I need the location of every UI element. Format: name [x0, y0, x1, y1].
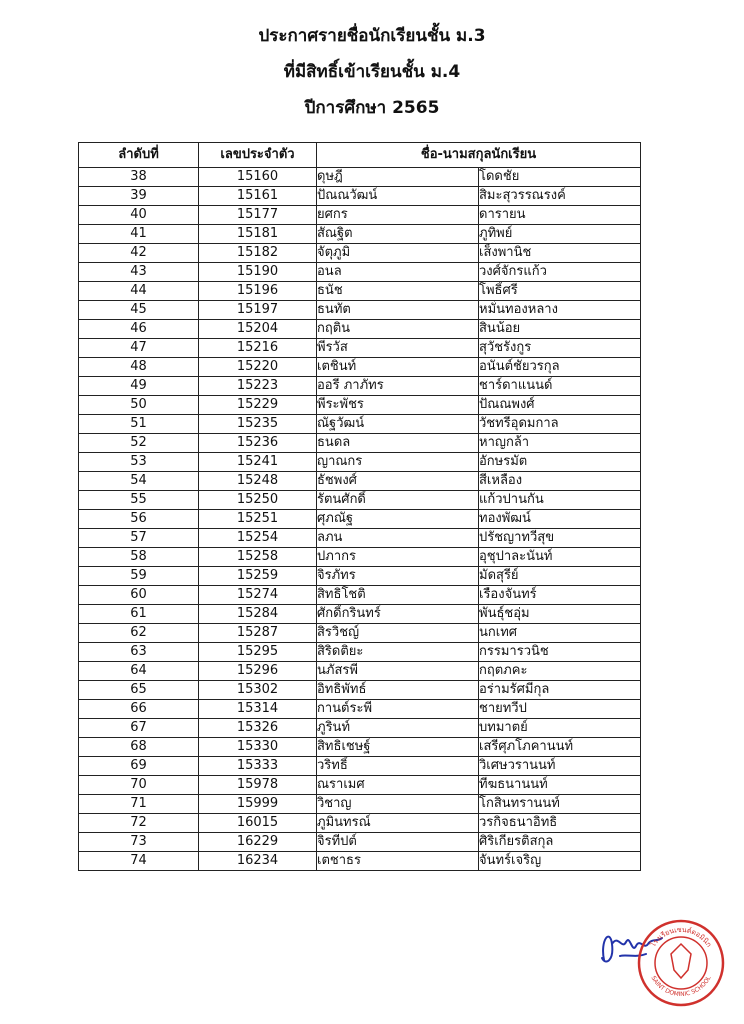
student-id-cell: 15160 [199, 168, 317, 187]
student-id-cell: 15999 [199, 795, 317, 814]
order-cell: 38 [79, 168, 199, 187]
table-row [79, 624, 641, 643]
last-name-cell: นกเทศ [479, 624, 641, 643]
student-id-cell: 15235 [199, 415, 317, 434]
last-name-cell: วัชทรีอุดมกาล [479, 415, 641, 434]
student-id-cell: 15296 [199, 662, 317, 681]
table-row [79, 529, 641, 548]
table-row [79, 814, 641, 833]
last-name-cell: ภูทิพย์ [479, 225, 641, 244]
order-cell: 45 [79, 301, 199, 320]
order-cell: 48 [79, 358, 199, 377]
academic-year: ปีการศึกษา 2565 [304, 98, 440, 118]
student-table [78, 142, 641, 871]
first-name-cell: เตชาธร [317, 852, 479, 871]
first-name-cell: ณราเมศ [317, 776, 479, 795]
order-cell: 72 [79, 814, 199, 833]
last-name-cell: สีเหลือง [479, 472, 641, 491]
order-cell: 66 [79, 700, 199, 719]
table-row [79, 567, 641, 586]
order-cell: 62 [79, 624, 199, 643]
table-row [79, 662, 641, 681]
table-row [79, 491, 641, 510]
table-row [79, 738, 641, 757]
last-name-cell: พันธุ์ชอุ่ม [479, 605, 641, 624]
seal-text-top: โรงเรียนเซนต์ดอมินิก [649, 925, 713, 949]
order-cell: 44 [79, 282, 199, 301]
table-row [79, 586, 641, 605]
student-id-cell: 15978 [199, 776, 317, 795]
table-row [79, 852, 641, 871]
first-name-cell: ศุภณัฐ [317, 510, 479, 529]
first-name-cell: สิทธิเชษฐ์ [317, 738, 479, 757]
first-name-cell: กานต์ระพี [317, 700, 479, 719]
first-name-cell: พีระพัชร [317, 396, 479, 415]
student-id-cell: 15295 [199, 643, 317, 662]
table-row [79, 548, 641, 567]
last-name-cell: กรรมารวนิช [479, 643, 641, 662]
first-name-cell: พีรวัส [317, 339, 479, 358]
first-name-cell: จิรทีปต์ [317, 833, 479, 852]
table-row [79, 415, 641, 434]
order-cell: 71 [79, 795, 199, 814]
last-name-cell: วรกิจธนาอิทธิ [479, 814, 641, 833]
last-name-cell: กฤตภคะ [479, 662, 641, 681]
last-name-cell: อักษรมัต [479, 453, 641, 472]
order-cell: 52 [79, 434, 199, 453]
order-cell: 47 [79, 339, 199, 358]
last-name-cell: เส็งพานิช [479, 244, 641, 263]
last-name-cell: แก้วปานกัน [479, 491, 641, 510]
order-cell: 74 [79, 852, 199, 871]
table-row [79, 719, 641, 738]
first-name-cell: รัตนศักดิ์ [317, 491, 479, 510]
announcement-title: ประกาศรายชื่อนักเรียนชั้น ม.3 [258, 26, 486, 46]
last-name-cell: ปรัชญาทวีสุข [479, 529, 641, 548]
first-name-cell: ญาณกร [317, 453, 479, 472]
order-cell: 46 [79, 320, 199, 339]
table-row [79, 244, 641, 263]
last-name-cell: จันทร์เจริญ [479, 852, 641, 871]
first-name-cell: ณัฐวัฒน์ [317, 415, 479, 434]
last-name-cell: ทีฆธนานนท์ [479, 776, 641, 795]
order-cell: 68 [79, 738, 199, 757]
first-name-cell: ธนทัต [317, 301, 479, 320]
first-name-cell: สัณฐิต [317, 225, 479, 244]
student-id-cell: 15223 [199, 377, 317, 396]
student-id-cell: 15161 [199, 187, 317, 206]
announcement-subtitle: ที่มีสิทธิ์เข้าเรียนชั้น ม.4 [283, 62, 461, 82]
last-name-cell: ศิริเกียรติสกุล [479, 833, 641, 852]
student-id-cell: 15241 [199, 453, 317, 472]
student-id-cell: 15181 [199, 225, 317, 244]
order-cell: 39 [79, 187, 199, 206]
first-name-cell: สิทธิโชติ [317, 586, 479, 605]
order-cell: 53 [79, 453, 199, 472]
order-cell: 61 [79, 605, 199, 624]
student-id-cell: 15177 [199, 206, 317, 225]
order-cell: 59 [79, 567, 199, 586]
order-cell: 70 [79, 776, 199, 795]
first-name-cell: อิทธิพัทธ์ [317, 681, 479, 700]
table-row [79, 510, 641, 529]
table-row [79, 339, 641, 358]
table-row [79, 472, 641, 491]
first-name-cell: ธัชพงศ์ [317, 472, 479, 491]
last-name-cell: มัดสุรีย์ [479, 567, 641, 586]
student-id-cell: 15216 [199, 339, 317, 358]
student-id-cell: 15248 [199, 472, 317, 491]
order-cell: 41 [79, 225, 199, 244]
order-cell: 57 [79, 529, 199, 548]
first-name-cell: ลภน [317, 529, 479, 548]
last-name-cell: หมั่นทองหลาง [479, 301, 641, 320]
student-id-cell: 15302 [199, 681, 317, 700]
last-name-cell: หาญกล้า [479, 434, 641, 453]
first-name-cell: นภัสรพี [317, 662, 479, 681]
last-name-cell: ปัณณพงศ์ [479, 396, 641, 415]
last-name-cell: เสรีศุภโภคานนท์ [479, 738, 641, 757]
student-id-cell: 15333 [199, 757, 317, 776]
last-name-cell: ชาร์ดาแนนด์ [479, 377, 641, 396]
order-cell: 65 [79, 681, 199, 700]
student-id-cell: 15274 [199, 586, 317, 605]
student-id-cell: 16234 [199, 852, 317, 871]
table-row [79, 206, 641, 225]
table-row [79, 795, 641, 814]
last-name-cell: อุชุปาละนันท์ [479, 548, 641, 567]
column-header-name: ชื่อ-นามสกุลนักเรียน [317, 143, 641, 168]
student-id-cell: 15254 [199, 529, 317, 548]
first-name-cell: ธนดล [317, 434, 479, 453]
last-name-cell: อนันต์ชัยวรกุล [479, 358, 641, 377]
seal-text-bottom: SAINT DOMINIC SCHOOL [649, 974, 713, 999]
order-cell: 58 [79, 548, 199, 567]
student-id-cell: 15250 [199, 491, 317, 510]
order-cell: 73 [79, 833, 199, 852]
first-name-cell: ออรี ภาภัทร [317, 377, 479, 396]
first-name-cell: ปัณณวัฒน์ [317, 187, 479, 206]
student-id-cell: 15204 [199, 320, 317, 339]
table-row [79, 434, 641, 453]
last-name-cell: ชายทวีป [479, 700, 641, 719]
student-id-cell: 16015 [199, 814, 317, 833]
last-name-cell: เรืองจันทร์ [479, 586, 641, 605]
order-cell: 54 [79, 472, 199, 491]
table-row [79, 453, 641, 472]
table-row [79, 700, 641, 719]
table-row [79, 282, 641, 301]
last-name-cell: โกสินทรานนท์ [479, 795, 641, 814]
table-row [79, 605, 641, 624]
first-name-cell: ธนัช [317, 282, 479, 301]
student-id-cell: 16229 [199, 833, 317, 852]
table-row [79, 263, 641, 282]
order-cell: 43 [79, 263, 199, 282]
table-row [79, 396, 641, 415]
first-name-cell: ภูมินทรณ์ [317, 814, 479, 833]
student-id-cell: 15287 [199, 624, 317, 643]
last-name-cell: วงศ์จักรแก้ว [479, 263, 641, 282]
student-id-cell: 15196 [199, 282, 317, 301]
order-cell: 49 [79, 377, 199, 396]
school-seal-stamp [636, 918, 726, 1008]
first-name-cell: วิชาญ [317, 795, 479, 814]
last-name-cell: โพธิ์ศรี [479, 282, 641, 301]
table-row [79, 377, 641, 396]
order-cell: 64 [79, 662, 199, 681]
first-name-cell: ศักดิ์กรินทร์ [317, 605, 479, 624]
column-header-order: ลำดับที่ [79, 143, 199, 168]
student-id-cell: 15251 [199, 510, 317, 529]
last-name-cell: โดดชัย [479, 168, 641, 187]
first-name-cell: ปภากร [317, 548, 479, 567]
student-id-cell: 15284 [199, 605, 317, 624]
table-row [79, 776, 641, 795]
column-header-student-id: เลขประจำตัว [199, 143, 317, 168]
last-name-cell: วิเศษวรานนท์ [479, 757, 641, 776]
first-name-cell: วริทธิ์ [317, 757, 479, 776]
table-row [79, 301, 641, 320]
student-id-cell: 15182 [199, 244, 317, 263]
first-name-cell: ภูรินท์ [317, 719, 479, 738]
last-name-cell: สินน้อย [479, 320, 641, 339]
last-name-cell: ดารายน [479, 206, 641, 225]
table-row [79, 320, 641, 339]
last-name-cell: สิมะสุวรรณรงค์ [479, 187, 641, 206]
last-name-cell: บทมาตย์ [479, 719, 641, 738]
order-cell: 69 [79, 757, 199, 776]
table-row [79, 757, 641, 776]
order-cell: 63 [79, 643, 199, 662]
table-row [79, 168, 641, 187]
table-row [79, 833, 641, 852]
first-name-cell: สิริดติยะ [317, 643, 479, 662]
student-id-cell: 15220 [199, 358, 317, 377]
student-id-cell: 15258 [199, 548, 317, 567]
first-name-cell: ดุษฎี [317, 168, 479, 187]
student-id-cell: 15236 [199, 434, 317, 453]
order-cell: 60 [79, 586, 199, 605]
last-name-cell: อร่ามรัศมีกุล [479, 681, 641, 700]
student-id-cell: 15190 [199, 263, 317, 282]
student-id-cell: 15259 [199, 567, 317, 586]
table-row [79, 643, 641, 662]
last-name-cell: สุวัชรังกูร [479, 339, 641, 358]
first-name-cell: กฤติน [317, 320, 479, 339]
order-cell: 55 [79, 491, 199, 510]
student-id-cell: 15197 [199, 301, 317, 320]
order-cell: 42 [79, 244, 199, 263]
student-id-cell: 15330 [199, 738, 317, 757]
order-cell: 50 [79, 396, 199, 415]
order-cell: 51 [79, 415, 199, 434]
last-name-cell: ทองพัฒน์ [479, 510, 641, 529]
first-name-cell: สิรวิชญ์ [317, 624, 479, 643]
table-row [79, 358, 641, 377]
student-id-cell: 15314 [199, 700, 317, 719]
first-name-cell: ยศกร [317, 206, 479, 225]
student-id-cell: 15326 [199, 719, 317, 738]
table-row [79, 681, 641, 700]
table-header-row [79, 143, 641, 168]
table-row [79, 187, 641, 206]
order-cell: 40 [79, 206, 199, 225]
first-name-cell: จิรภัทร [317, 567, 479, 586]
student-id-cell: 15229 [199, 396, 317, 415]
first-name-cell: เตชินท์ [317, 358, 479, 377]
order-cell: 56 [79, 510, 199, 529]
table-row [79, 225, 641, 244]
first-name-cell: จัตุภูมิ [317, 244, 479, 263]
order-cell: 67 [79, 719, 199, 738]
first-name-cell: อนล [317, 263, 479, 282]
